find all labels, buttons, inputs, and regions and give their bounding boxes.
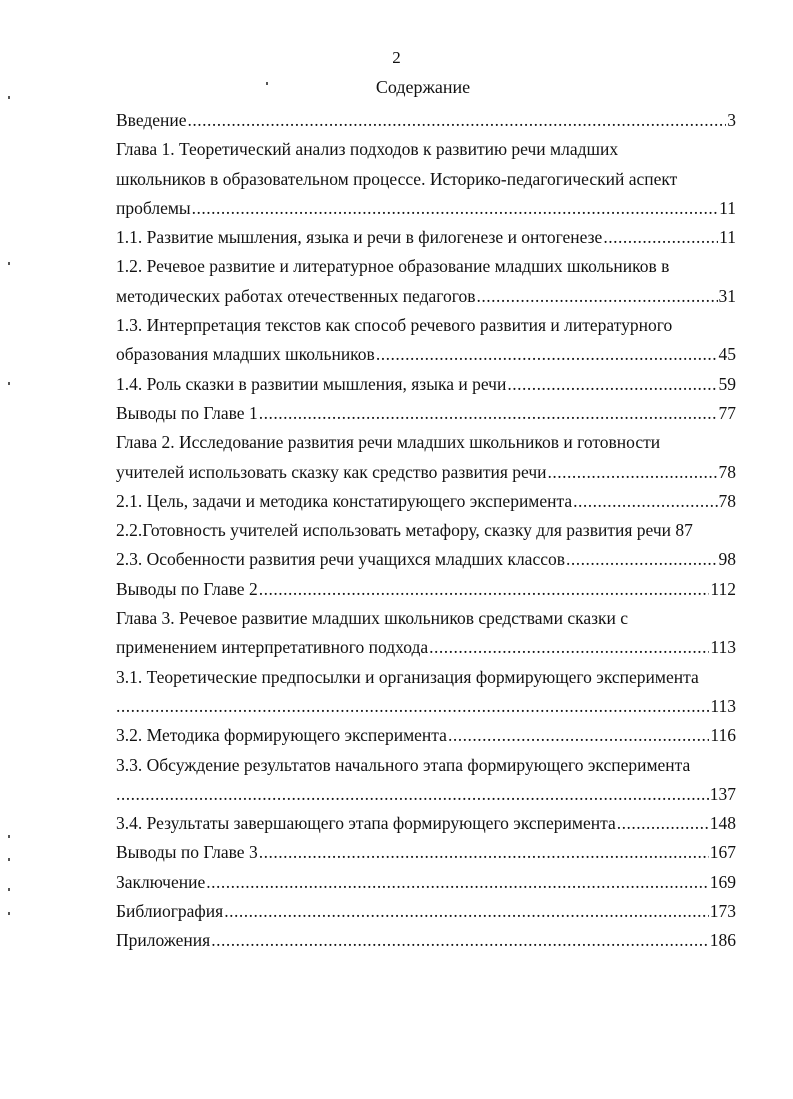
- toc-entry-title: проблемы: [116, 197, 191, 218]
- table-of-contents: [116, 106, 736, 956]
- scan-speck: [8, 888, 10, 891]
- toc-line: [116, 751, 736, 780]
- toc-entry: [116, 194, 736, 223]
- toc-page-number: 11: [719, 227, 736, 248]
- toc-line: [116, 252, 736, 281]
- toc-entry: [116, 399, 736, 428]
- toc-entry-title: Выводы по Главе 1: [116, 402, 258, 423]
- toc-line-text: 3.1. Теоретические предпосылки и организация формирующего эксперимента: [116, 666, 699, 687]
- toc-entry: [116, 223, 736, 252]
- toc-leader-dots: [206, 868, 709, 897]
- toc-line-text: Глава 1. Теоретический анализ подходов к развитию речи младших: [116, 139, 619, 160]
- toc-page-number: 78: [718, 490, 736, 511]
- toc-line: [116, 516, 736, 545]
- toc-entry-title: применением интерпретативного подхода: [116, 637, 429, 658]
- toc-line-text: школьников в образовательном процессе. Историко-педагогический аспект: [116, 168, 678, 189]
- toc-leader-dots: [259, 838, 709, 867]
- toc-leader-dots: [548, 458, 718, 487]
- toc-page-number: 148: [709, 813, 736, 834]
- scan-speck: [8, 96, 10, 99]
- toc-line-text: 1.3. Интерпретация текстов как способ речевого развития и литературного: [116, 315, 673, 336]
- toc-entry-title: 2.1. Цель, задачи и методика констатирующего эксперимента: [116, 490, 573, 511]
- toc-leader-dots: [477, 282, 718, 311]
- toc-entry-title: 3.2. Методика формирующего эксперимента: [116, 725, 447, 746]
- toc-page-number: 169: [709, 871, 736, 892]
- toc-line-text: 3.3. Обсуждение результатов начального этапа формирующего эксперимента: [116, 754, 691, 775]
- toc-entry: [116, 809, 736, 838]
- toc-page-number: 31: [718, 285, 736, 306]
- toc-page-number: 167: [709, 842, 736, 863]
- scan-speck: [8, 262, 10, 265]
- toc-leader-dots: [224, 897, 709, 926]
- toc-page-number: 98: [718, 549, 736, 570]
- toc-leader-dots: [448, 721, 709, 750]
- toc-page-number: 3: [727, 110, 736, 130]
- toc-entry-title: 1.4. Роль сказки в развитии мышления, языка и речи: [116, 373, 507, 394]
- toc-entry-title: 1.1. Развитие мышления, языка и речи в филогенезе и онтогенезе: [116, 227, 603, 248]
- toc-page-number: 112: [710, 578, 736, 599]
- toc-page-number: 186: [709, 930, 736, 951]
- toc-leader-dots: [573, 487, 717, 516]
- scan-speck: [8, 835, 10, 838]
- toc-leader-dots: [192, 194, 718, 223]
- toc-entry: [116, 897, 736, 926]
- toc-entry: [116, 575, 736, 604]
- toc-leader-dots: [116, 780, 709, 809]
- toc-page-number: 113: [710, 695, 736, 716]
- scan-speck: [8, 858, 10, 861]
- toc-entry: [116, 838, 736, 867]
- toc-leader-dots: [259, 575, 710, 604]
- toc-entry-title: 3.4. Результаты завершающего этапа формирующего эксперимента: [116, 813, 616, 834]
- toc-entry-title: 2.3. Особенности развития речи учащихся младших классов: [116, 549, 566, 570]
- toc-entry: [116, 340, 736, 369]
- toc-page-number: 137: [709, 783, 736, 804]
- toc-leader-dots: [259, 399, 718, 428]
- toc-page-number: 78: [718, 461, 736, 482]
- toc-entry: [116, 868, 736, 897]
- toc-entry-title: образования младших школьников: [116, 344, 375, 365]
- page-title: Содержание: [375, 77, 471, 97]
- toc-entry: [116, 926, 736, 955]
- toc-page-number: 173: [709, 901, 736, 922]
- toc-entry: [116, 458, 736, 487]
- toc-leader-dots: [566, 545, 717, 574]
- toc-entry: [116, 692, 736, 721]
- toc-entry-title: методических работах отечественных педагогов: [116, 285, 476, 306]
- scan-speck: [8, 382, 10, 385]
- toc-page-number: 59: [718, 373, 736, 394]
- toc-leader-dots: [603, 223, 718, 252]
- toc-entry-title: Выводы по Главе 3: [116, 842, 258, 863]
- toc-entry: [116, 545, 736, 574]
- toc-page-number: 11: [719, 197, 736, 218]
- toc-line-text: Глава 3. Речевое развитие младших школьников средствами сказки с: [116, 608, 629, 629]
- scan-speck: [266, 82, 268, 85]
- toc-entry-title: Заключение: [116, 871, 206, 892]
- toc-line: [116, 604, 736, 633]
- toc-entry: [116, 282, 736, 311]
- toc-entry: [116, 780, 736, 809]
- toc-leader-dots: [188, 106, 727, 135]
- toc-entry-title: Выводы по Главе 2: [116, 578, 258, 599]
- toc-leader-dots: [507, 370, 717, 399]
- toc-page-number: 45: [718, 344, 736, 365]
- toc-page-number: 116: [710, 725, 736, 746]
- toc-entry-title: Библиография: [116, 901, 224, 922]
- page-number: 2: [392, 48, 401, 67]
- toc-line: [116, 135, 736, 164]
- toc-leader-dots: [376, 340, 718, 369]
- toc-entry: [116, 370, 736, 399]
- toc-entry-title: Введение: [116, 110, 187, 130]
- toc-line: [116, 165, 736, 194]
- toc-line-text: 1.2. Речевое развитие и литературное образование младших школьников в: [116, 256, 670, 277]
- toc-entry: [116, 633, 736, 662]
- toc-entry: [116, 106, 736, 135]
- toc-entry-title: Приложения: [116, 930, 211, 951]
- scan-speck: [8, 912, 10, 915]
- toc-line: [116, 311, 736, 340]
- toc-page-number: 113: [710, 637, 736, 658]
- toc-entry: [116, 487, 736, 516]
- toc-line: [116, 663, 736, 692]
- toc-leader-dots: [211, 926, 709, 955]
- toc-line-text: 2.2.Готовность учителей использовать метафору, сказку для развития речи 87: [116, 520, 693, 541]
- toc-entry-title: учителей использовать сказку как средство развития речи: [116, 461, 547, 482]
- toc-line-text: Глава 2. Исследование развития речи младших школьников и готовности: [116, 432, 661, 453]
- toc-leader-dots: [617, 809, 709, 838]
- toc-page-number: 77: [718, 402, 736, 423]
- toc-line: [116, 428, 736, 457]
- toc-leader-dots: [116, 692, 709, 721]
- toc-entry: [116, 721, 736, 750]
- toc-leader-dots: [429, 633, 709, 662]
